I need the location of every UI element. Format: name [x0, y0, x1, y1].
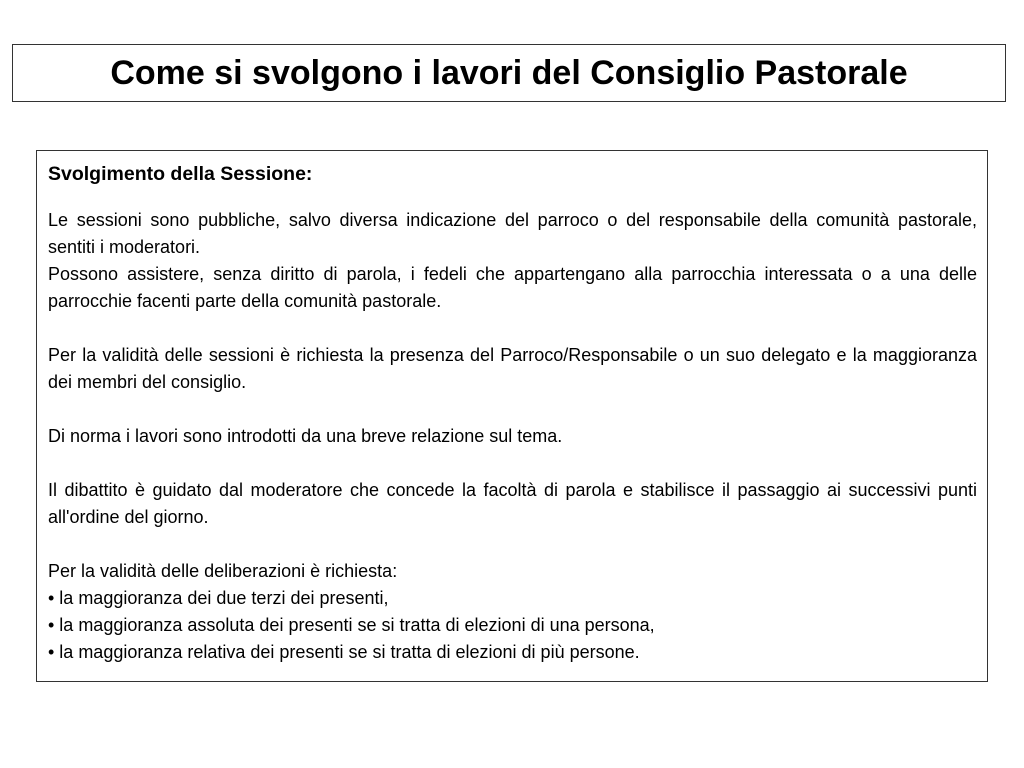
content-box	[36, 150, 988, 682]
list-item: • la maggioranza assoluta dei presenti se si tratta di elezioni di una persona,	[48, 615, 655, 635]
paragraph-public-sessions: Le sessioni sono pubbliche, salvo diversa indicazione del parroco o del responsabile della comunità pastorale, sentiti i moderatori.	[48, 210, 977, 257]
majority-list	[48, 585, 977, 666]
list-item: • la maggioranza relativa dei presenti se si tratta di elezioni di più persone.	[48, 642, 640, 662]
section-heading: Svolgimento della Sessione:	[48, 163, 313, 185]
slide-title: Come si svolgono i lavori del Consiglio Pastorale	[110, 54, 908, 92]
list-item: • la maggioranza dei due terzi dei presenti,	[48, 588, 389, 608]
paragraph-attendance: Possono assistere, senza diritto di parola, i fedeli che appartengano alla parrocchia interessata o a una delle parrocchie facenti parte della comunità pastorale.	[48, 264, 977, 311]
paragraph-debate: Il dibattito è guidato dal moderatore che concede la facoltà di parola e stabilisce il passaggio ai successivi punti all'ordine del giorno.	[48, 480, 977, 527]
slide-title-box	[12, 44, 1006, 102]
paragraph-deliberation-validity: Per la validità delle deliberazioni è richiesta:	[48, 561, 398, 581]
paragraph-introduction: Di norma i lavori sono introdotti da una breve relazione sul tema.	[48, 426, 563, 446]
paragraph-session-validity: Per la validità delle sessioni è richiesta la presenza del Parroco/Responsabile o un suo delegato e la maggioranza dei membri del consiglio.	[48, 345, 977, 392]
